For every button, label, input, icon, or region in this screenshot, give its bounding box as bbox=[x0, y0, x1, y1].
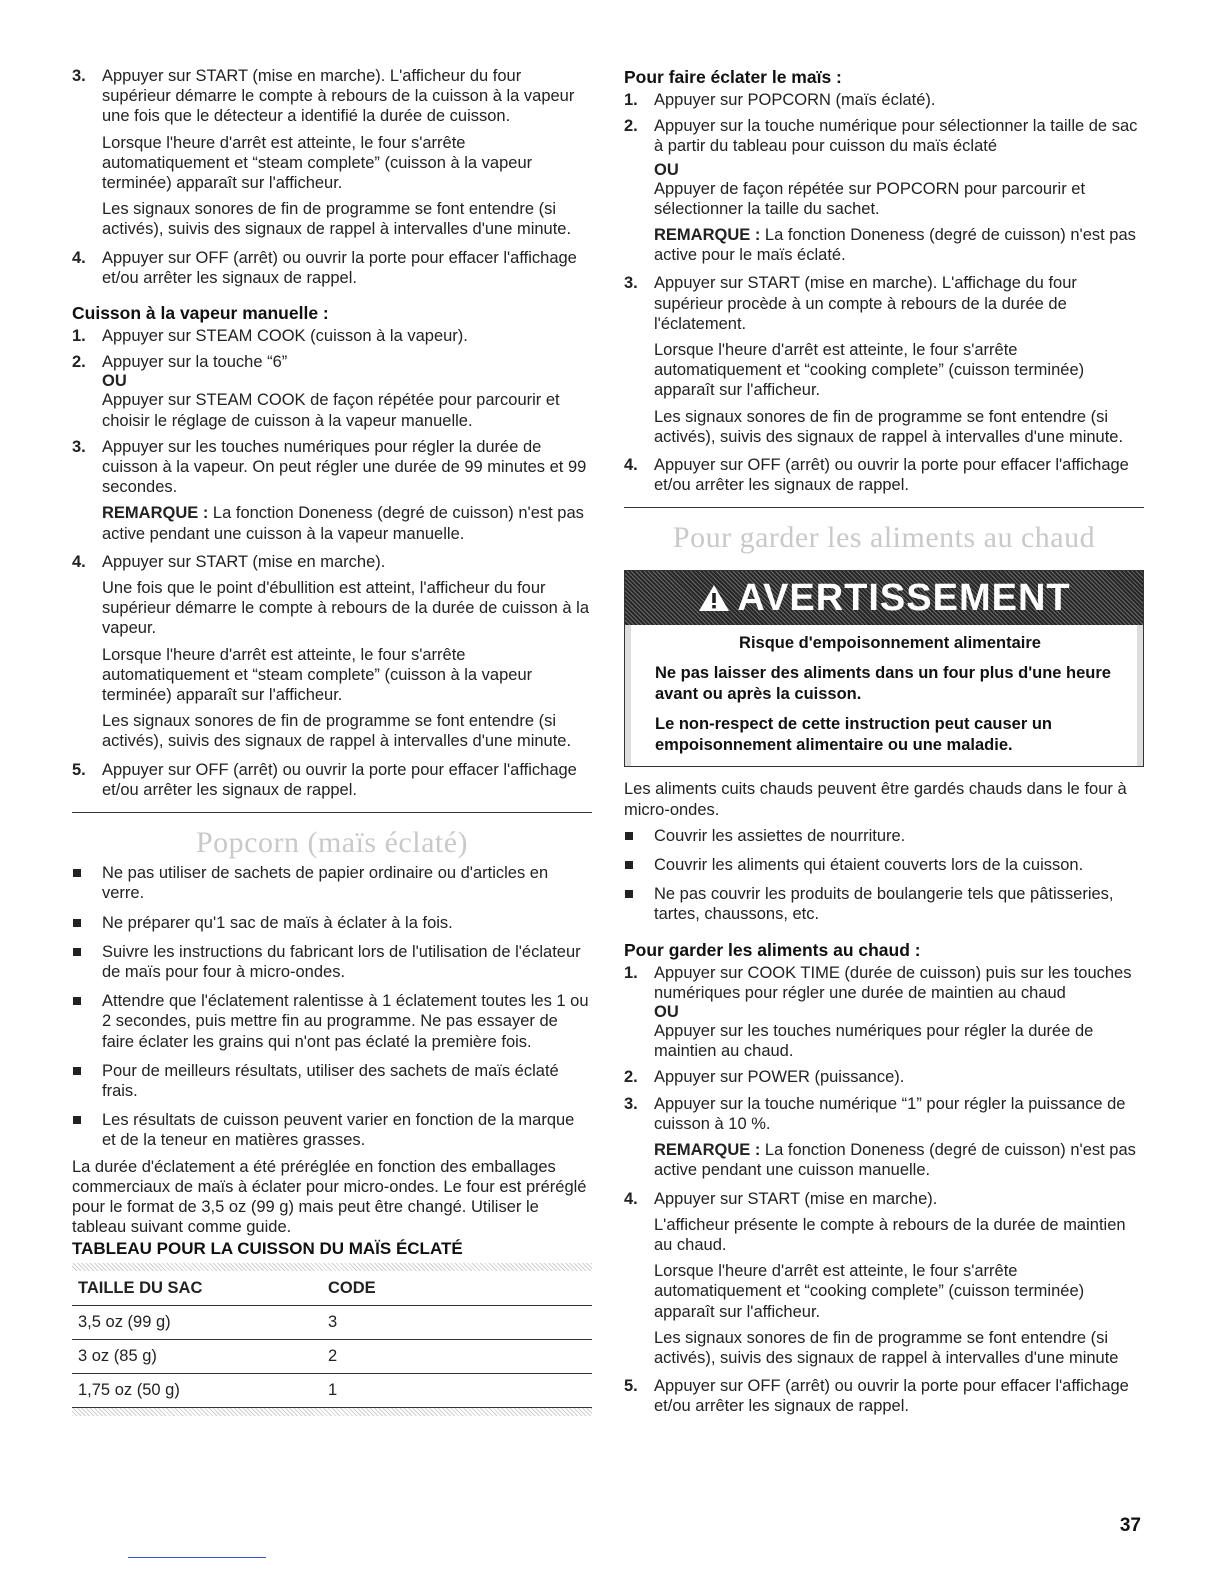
note bbox=[654, 225, 1144, 265]
step-number: 4. bbox=[624, 1189, 638, 1208]
step-text: Appuyer sur START (mise en marche). bbox=[654, 1189, 938, 1208]
list-item: Suivre les instructions du fabricant lors de l'utilisation de l'éclateur de maïs pour four à micro-ondes. bbox=[72, 942, 592, 982]
step-number: 3. bbox=[624, 1094, 638, 1113]
warning-triangle-icon bbox=[697, 583, 731, 613]
manual-step-4 bbox=[72, 552, 592, 752]
warning-body bbox=[625, 625, 1143, 766]
table-shade bbox=[72, 1263, 592, 1271]
warning-title: AVERTISSEMENT bbox=[737, 576, 1071, 619]
list-item: Ne préparer qu'1 sac de maïs à éclater à la fois. bbox=[72, 913, 592, 933]
warning-line: Ne pas laisser des aliments dans un four plus d'une heure avant ou après la cuisson. bbox=[655, 664, 1111, 704]
manual-step-1 bbox=[72, 326, 592, 346]
code-cell: 2 bbox=[322, 1340, 592, 1374]
step-text: Appuyer sur START (mise en marche). L'afficheur du four supérieur démarre le compte à rebours de la cuisson à la vapeur une fois que le détecteur a identifié la durée de cuisson. bbox=[102, 67, 575, 126]
keepwarm-step-1 bbox=[624, 963, 1144, 1062]
step-number: 2. bbox=[72, 353, 86, 372]
bag-size-cell: 1,75 oz (50 g) bbox=[72, 1374, 322, 1408]
step-number: 5. bbox=[72, 760, 86, 779]
popcorn-table-title: TABLEAU POUR LA CUISSON DU MAÏS ÉCLATÉ bbox=[72, 1239, 463, 1259]
note-label: REMARQUE : bbox=[654, 226, 761, 245]
step-4 bbox=[72, 248, 592, 288]
bag-size-cell: 3,5 oz (99 g) bbox=[72, 1306, 322, 1340]
keepwarm-heading: Pour garder les aliments au chaud : bbox=[624, 939, 921, 960]
step-paragraph: Lorsque l'heure d'arrêt est atteinte, le four s'arrête automatiquement et “cooking complete” (cuisson terminée) apparaît sur l'afficheur. bbox=[654, 1262, 1085, 1321]
step-number: 1. bbox=[72, 327, 86, 346]
table-shade bbox=[72, 1407, 592, 1416]
popcorn-howto-heading: Pour faire éclater le maïs : bbox=[624, 67, 842, 87]
popcorn-section-title: Popcorn (maïs éclaté) bbox=[195, 826, 469, 860]
step-text: Appuyer sur la touche numérique pour sélectionner la taille de sac à partir du tableau pour cuisson du maïs éclaté bbox=[654, 117, 1138, 156]
code-cell: 3 bbox=[322, 1306, 592, 1340]
popcorn-step-2 bbox=[624, 116, 1144, 265]
step-paragraph: Les signaux sonores de fin de programme se font entendre (si activés), suivis des signaux de rappel à intervalles d'une minute. bbox=[102, 712, 572, 751]
note bbox=[102, 503, 592, 543]
footer-line bbox=[128, 1557, 266, 1558]
step-text: Appuyer sur la touche numérique “1” pour régler la puissance de cuisson à 10 %. bbox=[654, 1094, 1126, 1133]
column-header-size: TAILLE DU SAC bbox=[78, 1278, 203, 1297]
warning-line: Le non-respect de cette instruction peut causer un empoisonnement alimentaire ou une maladie. bbox=[655, 715, 1052, 755]
step-number: 2. bbox=[624, 117, 638, 136]
list-item: Les résultats de cuisson peuvent varier en fonction de la marque et de la teneur en matières grasses. bbox=[72, 1110, 592, 1150]
step-paragraph: Une fois que le point d'ébullition est atteint, l'afficheur du four supérieur démarre le compte à rebours de la durée de cuisson à la vapeur. bbox=[102, 579, 590, 638]
step-alternative: Appuyer de façon répétée sur POPCORN pour parcourir et sélectionner la taille du sachet. bbox=[654, 179, 1086, 218]
step-number: 4. bbox=[72, 248, 86, 267]
step-paragraph: L'afficheur présente le compte à rebours de la durée de maintien au chaud. bbox=[654, 1215, 1126, 1254]
keepwarm-step-5 bbox=[624, 1376, 1144, 1416]
step-text: Appuyer sur POWER (puissance). bbox=[654, 1068, 905, 1087]
note-label: REMARQUE : bbox=[102, 504, 209, 523]
table-row bbox=[72, 1306, 592, 1340]
list-item: Couvrir les aliments qui étaient couverts lors de la cuisson. bbox=[624, 855, 1144, 875]
step-text: Appuyer sur POPCORN (maïs éclaté). bbox=[654, 91, 936, 109]
keepwarm-step-3 bbox=[624, 1094, 1144, 1181]
step-text: Appuyer sur START (mise en marche). bbox=[102, 552, 386, 571]
note-label: REMARQUE : bbox=[654, 1141, 761, 1160]
code-cell: 1 bbox=[322, 1374, 592, 1408]
table-row bbox=[72, 1374, 592, 1408]
note-text: La fonction Doneness (degré de cuisson) n'est pas active pour le maïs éclaté. bbox=[654, 226, 1136, 265]
manual-step-2 bbox=[72, 352, 592, 431]
step-number: 5. bbox=[624, 1377, 638, 1396]
warning-box bbox=[624, 570, 1144, 767]
step-number: 3. bbox=[624, 274, 638, 293]
warning-risk: Risque d'empoisonnement alimentaire bbox=[739, 634, 1041, 653]
step-alternative: Appuyer sur les touches numériques pour régler la durée de maintien au chaud. bbox=[654, 1022, 1094, 1061]
step-number: 1. bbox=[624, 963, 638, 982]
step-3 bbox=[72, 66, 592, 240]
step-text: Appuyer sur OFF (arrêt) ou ouvrir la porte pour effacer l'affichage et/ou arrêter les signaux de rappel. bbox=[102, 248, 577, 287]
step-text: Appuyer sur OFF (arrêt) ou ouvrir la porte pour effacer l'affichage et/ou arrêter les signaux de rappel. bbox=[654, 456, 1129, 495]
keepwarm-bullet-list bbox=[624, 826, 1144, 925]
keepwarm-section-title: Pour garder les aliments au chaud bbox=[672, 521, 1096, 555]
step-number: 4. bbox=[624, 456, 638, 475]
list-item: Couvrir les assiettes de nourriture. bbox=[624, 826, 1144, 846]
keepwarm-step-4 bbox=[624, 1189, 1144, 1369]
list-item: Pour de meilleurs résultats, utiliser des sachets de maïs éclaté frais. bbox=[72, 1061, 592, 1101]
popcorn-bullet-list bbox=[72, 863, 592, 1150]
step-number: 2. bbox=[624, 1068, 638, 1087]
table-header-row bbox=[72, 1271, 592, 1306]
step-paragraph: Les signaux sonores de fin de programme se font entendre (si activés), suivis des signaux de rappel à intervalles d'une minute bbox=[654, 1328, 1119, 1367]
right-column bbox=[624, 66, 1144, 1417]
step-text: Appuyer sur OFF (arrêt) ou ouvrir la porte pour effacer l'affichage et/ou arrêter les signaux de rappel. bbox=[654, 1377, 1129, 1416]
step-paragraph: Lorsque l'heure d'arrêt est atteinte, le four s'arrête automatiquement et “steam complete” (cuisson à la vapeur terminée) apparaît sur l'afficheur. bbox=[102, 133, 533, 193]
or-label: OU bbox=[102, 372, 127, 391]
step-paragraph: Lorsque l'heure d'arrêt est atteinte, le four s'arrête automatiquement et “cooking complete” (cuisson terminée) apparaît sur l'afficheur. bbox=[654, 341, 1085, 400]
page-number: 37 bbox=[1119, 1515, 1141, 1536]
popcorn-step-4 bbox=[624, 455, 1144, 495]
step-text: Appuyer sur STEAM COOK (cuisson à la vapeur). bbox=[102, 327, 468, 346]
step-paragraph: Lorsque l'heure d'arrêt est atteinte, le four s'arrête automatiquement et “steam complete” (cuisson à la vapeur terminée) apparaît sur l'afficheur. bbox=[102, 645, 533, 705]
step-number: 3. bbox=[72, 67, 86, 85]
note-text: La fonction Doneness (degré de cuisson) n'est pas active pendant une cuisson à la vapeur manuelle. bbox=[102, 504, 584, 543]
step-alternative: Appuyer sur STEAM COOK de façon répétée pour parcourir et choisir le réglage de cuisson à la vapeur manuelle. bbox=[102, 391, 560, 430]
step-paragraph: Les signaux sonores de fin de programme se font entendre (si activés), suivis des signaux de rappel à intervalles d'une minute. bbox=[102, 200, 572, 239]
or-label: OU bbox=[654, 160, 679, 179]
section-divider bbox=[72, 812, 592, 813]
popcorn-step-1 bbox=[624, 90, 1144, 110]
step-text: Appuyer sur les touches numériques pour régler la durée de cuisson à la vapeur. On peut régler une durée de 99 minutes et 99 secondes. bbox=[102, 437, 587, 497]
popcorn-step-3 bbox=[624, 273, 1144, 447]
step-text: Appuyer sur COOK TIME (durée de cuisson) puis sur les touches numériques pour régler une durée de maintien au chaud bbox=[654, 963, 1132, 1002]
note bbox=[654, 1140, 1144, 1180]
or-label: OU bbox=[654, 1003, 679, 1022]
section-divider bbox=[624, 507, 1144, 508]
step-paragraph: Les signaux sonores de fin de programme se font entendre (si activés), suivis des signaux de rappel à intervalles d'une minute. bbox=[654, 407, 1124, 446]
step-number: 1. bbox=[624, 91, 638, 109]
keepwarm-step-2 bbox=[624, 1067, 1144, 1087]
note-text: La fonction Doneness (degré de cuisson) n'est pas active pendant une cuisson manuelle. bbox=[654, 1141, 1136, 1180]
manual-steam-heading: Cuisson à la vapeur manuelle : bbox=[72, 303, 329, 324]
column-header-code: CODE bbox=[328, 1278, 376, 1297]
left-column bbox=[72, 66, 592, 1416]
manual-step-5 bbox=[72, 760, 592, 800]
popcorn-paragraph: La durée d'éclatement a été préréglée en fonction des emballages commerciaux de maïs à éclater pour micro-ondes. Le four est préréglé pour le format de 3,5 oz (99 g) mais peut être changé. Utiliser le tableau suivant comme guide. bbox=[72, 1157, 587, 1237]
step-number: 4. bbox=[72, 552, 86, 571]
list-item: Attendre que l'éclatement ralentisse à 1 éclatement toutes les 1 ou 2 secondes, puis mettre fin au programme. Ne pas essayer de faire éclater les grains qui n'ont pas éclaté la première fois. bbox=[72, 991, 592, 1052]
step-text: Appuyer sur la touche “6” bbox=[102, 353, 288, 372]
step-number: 3. bbox=[72, 437, 86, 456]
table-row bbox=[72, 1340, 592, 1374]
bag-size-cell: 3 oz (85 g) bbox=[72, 1340, 322, 1374]
list-item: Ne pas utiliser de sachets de papier ordinaire ou d'articles en verre. bbox=[72, 863, 592, 903]
manual-step-3 bbox=[72, 437, 592, 544]
step-text: Appuyer sur START (mise en marche). L'affichage du four supérieur procède à un compte à rebours de la durée de l'éclatement. bbox=[654, 274, 1077, 333]
list-item: Ne pas couvrir les produits de boulangerie tels que pâtisseries, tartes, chaussons, etc. bbox=[624, 884, 1144, 924]
warning-header bbox=[625, 571, 1143, 625]
popcorn-table bbox=[72, 1271, 592, 1407]
keepwarm-intro: Les aliments cuits chauds peuvent être gardés chauds dans le four à micro-ondes. bbox=[624, 780, 1127, 819]
step-text: Appuyer sur OFF (arrêt) ou ouvrir la porte pour effacer l'affichage et/ou arrêter les signaux de rappel. bbox=[102, 760, 577, 799]
